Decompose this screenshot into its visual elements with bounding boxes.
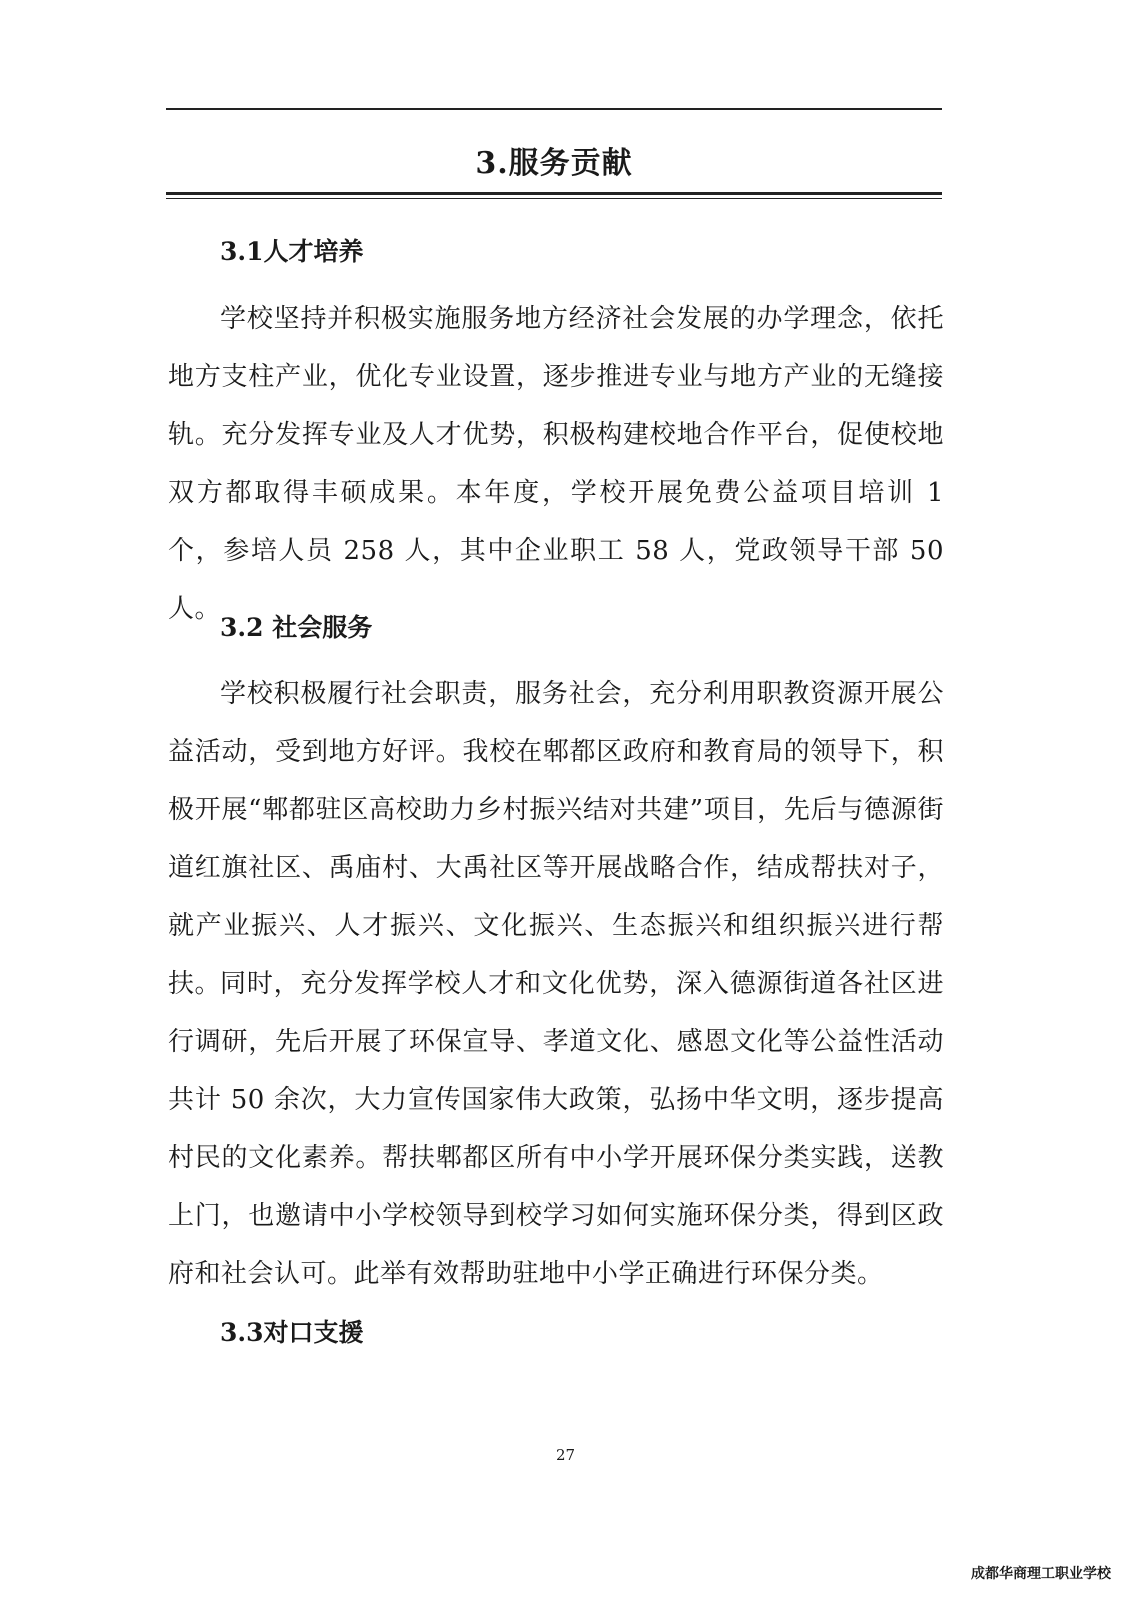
- header-rule: [166, 108, 942, 110]
- title-underline-thin: [166, 198, 942, 199]
- section-heading-social-service: 3.2 社会服务: [220, 613, 373, 642]
- page-number: 27: [555, 1446, 576, 1464]
- section-heading-talent-training: 3.1人才培养: [220, 237, 364, 266]
- paragraph-social-service-1: 学校积极履行社会职责，服务社会，充分利用职教资源开展公益活动，受到地方好评。我校在郫都区政府和教育局的领导下，积极开展“郫都驻区高校助力乡村振兴结对共建”项目，先后与德源街道红旗社区、禹庙村、大禹社区等开展战略合作，结成帮扶对子，就产业振兴、人才振兴、文化振兴、生态振兴和组织振兴进行帮扶。: [168, 679, 944, 999]
- title-underline-thick: [166, 192, 942, 195]
- chapter-title: 3.服务贡献: [475, 146, 633, 181]
- footer-school-name: 成都华商理工职业学校: [971, 1566, 1111, 1582]
- paragraph-social-service-2: 同时，充分发挥学校人才和文化优势，深入德源街道各社区进行调研，先后开展了环保宣导、孝道文化、感恩文化等公益性活动共计 50 余次，大力宣传国家伟大政策，弘扬中华文明，逐步提高村民的文化素养。帮扶郫都区所有中小学开展环保分类实践，送教上门，也邀请中小学校领导到校学习如何实施环保分类，得到区政府和社会认可。此举有效帮助驻地中小学正确进行环保分类。: [168, 969, 944, 1289]
- section-heading-counterpart-support: 3.3对口支援: [220, 1318, 364, 1347]
- paragraph-talent-training: 学校坚持并积极实施服务地方经济社会发展的办学理念，依托地方支柱产业，优化专业设置，逐步推进专业与地方产业的无缝接轨。充分发挥专业及人才优势，积极构建校地合作平台，促使校地双方都取得丰硕成果。本年度，学校开展免费公益项目培训 1 个，参培人员 258 人，其中企业职工 58 人，党政领导干部 50 人。: [168, 304, 944, 624]
